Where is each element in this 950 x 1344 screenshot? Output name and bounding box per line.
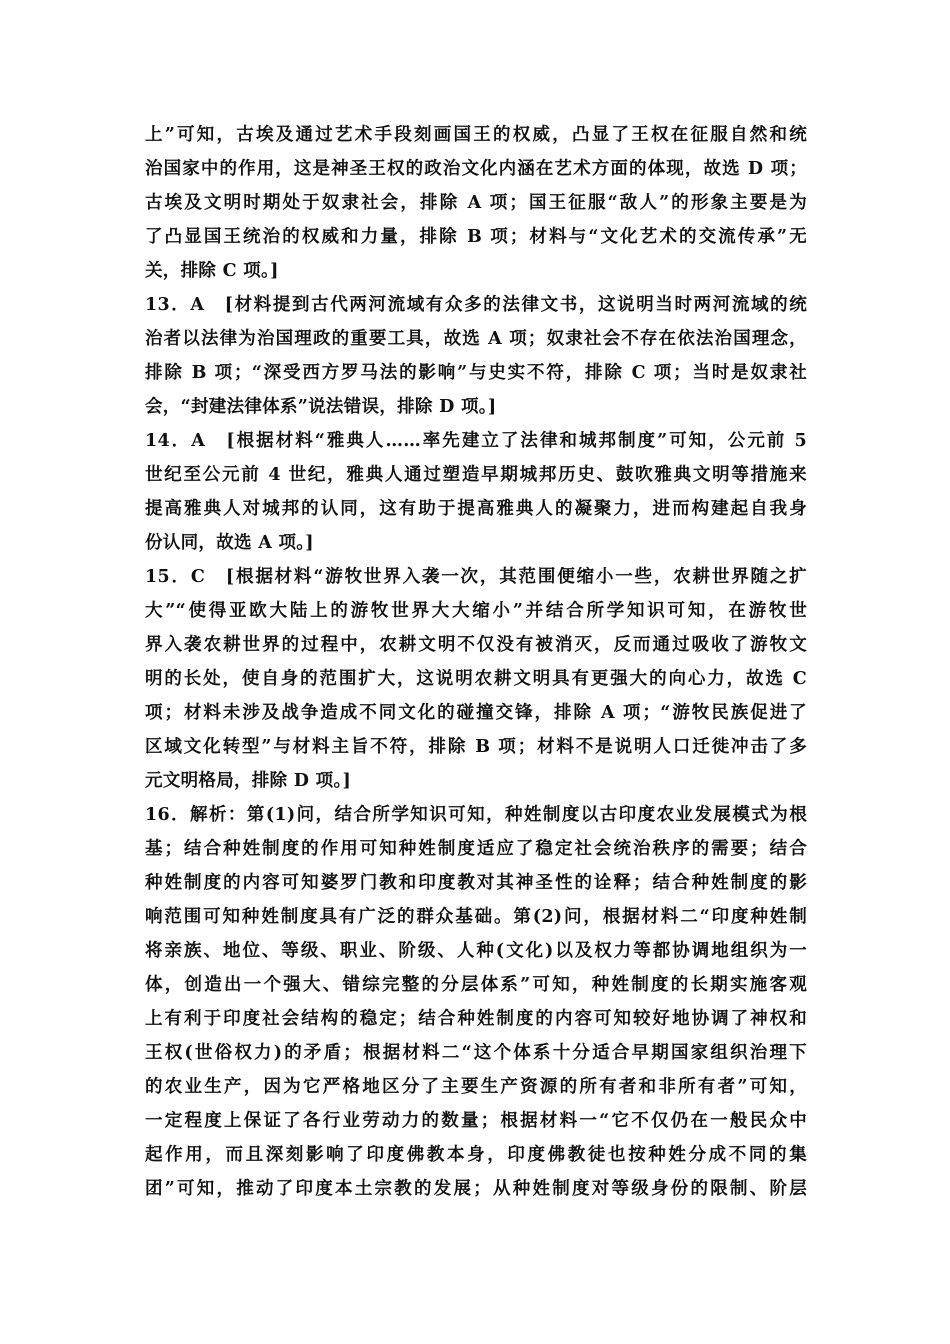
text-line: 区域文化转型”与材料主旨不符，排除 B 项；材料不是说明人口迁徙冲击了多 [145,737,807,757]
text-line: 体，创造出一个强大、错综完整的分层体系”可知，种姓制度的长期实施客观 [145,975,807,995]
text-line: 大”“使得亚欧大陆上的游牧世界大大缩小”并结合所学知识可知，在游牧世 [145,601,807,621]
text-line: 上有利于印度社会结构的稳定；结合种姓制度的内容可知较好地协调了神权和 [145,1009,807,1029]
text-line: 13．A [材料提到古代两河流域有众多的法律文书，这说明当时两河流域的统 [145,295,807,315]
text-line: 基；结合种姓制度的作用可知种姓制度适应了稳定社会统治秩序的需要；结合 [145,839,807,859]
text-line: 14．A [根据材料“雅典人……率先建立了法律和城邦制度”可知，公元前 5 [145,431,807,451]
text-line: 项；材料未涉及战争造成不同文化的碰撞交锋，排除 A 项；“游牧民族促进了 [145,703,807,723]
text-line: 一定程度上保证了各行业劳动力的数量；根据材料一“它不仅仍在一般民众中 [145,1111,807,1131]
text-line: 种姓制度的内容可知婆罗门教和印度教对其神圣性的诠释；结合种姓制度的影 [145,873,807,893]
text-line: 15．C [根据材料“游牧世界入袭一次，其范围便缩小一些，农耕世界随之扩 [145,567,807,587]
text-line: 了凸显国王统治的权威和力量，排除 B 项；材料与“文化艺术的交流传承”无 [145,227,807,247]
text-line: 关，排除 C 项。] [145,261,279,281]
paragraph-q16 [145,798,807,1206]
text-line: 治者以法律为治国理政的重要工具，故选 A 项；奴隶社会不存在依法治国理念， [145,329,807,349]
text-line: 元文明格局，排除 D 项。] [145,771,352,791]
text-line: 提高雅典人对城邦的认同，这有助于提高雅典人的凝聚力，进而构建起自我身 [145,499,807,519]
text-line: 起作用，而且深刻影响了印度佛教本身，印度佛教徒也按种姓分成不同的集 [145,1145,807,1165]
text-line: 团”可知，推动了印度本土宗教的发展；从种姓制度对等级身份的限制、阶层 [145,1179,807,1199]
text-line: 上”可知，古埃及通过艺术手段刻画国王的权威，凸显了王权在征服自然和统 [145,125,807,145]
paragraph-q14 [145,424,807,560]
paragraph-q13 [145,288,807,424]
text-line: 的农业生产，因为它严格地区分了主要生产资源的所有者和非所有者”可知， [145,1077,807,1097]
paragraph-q12-tail [145,118,807,288]
text-line: 界入袭农耕世界的过程中，农耕文明不仅没有被消灭，反而通过吸收了游牧文 [145,635,807,655]
text-line: 治国家中的作用，这是神圣王权的政治文化内涵在艺术方面的体现，故选 D 项； [145,159,807,179]
text-line: 16．解析：第(1)问，结合所学知识可知，种姓制度以古印度农业发展模式为根 [145,805,807,825]
text-line: 明的长处，使自身的范围扩大，这说明农耕文明具有更强大的向心力，故选 C [145,669,807,689]
text-line: 响范围可知种姓制度具有广泛的群众基础。第(2)问，根据材料二“印度种姓制 [145,907,807,927]
answer-explanations-page [145,118,807,1206]
text-line: 将亲族、地位、等级、职业、阶级、人种(文化)以及权力等都协调地组织为一 [145,941,807,961]
paragraph-q15 [145,560,807,798]
text-line: 会，“封建法律体系”说法错误，排除 D 项。] [145,397,497,417]
text-line: 古埃及文明时期处于奴隶社会，排除 A 项；国王征服“敌人”的形象主要是为 [145,193,807,213]
text-line: 排除 B 项；“深受西方罗马法的影响”与史实不符，排除 C 项；当时是奴隶社 [145,363,807,383]
text-line: 王权(世俗权力)的矛盾；根据材料二“这个体系十分适合早期国家组织治理下 [145,1043,807,1063]
text-line: 世纪至公元前 4 世纪，雅典人通过塑造早期城邦历史、鼓吹雅典文明等措施来 [145,465,807,485]
text-line: 份认同，故选 A 项。] [145,533,314,553]
